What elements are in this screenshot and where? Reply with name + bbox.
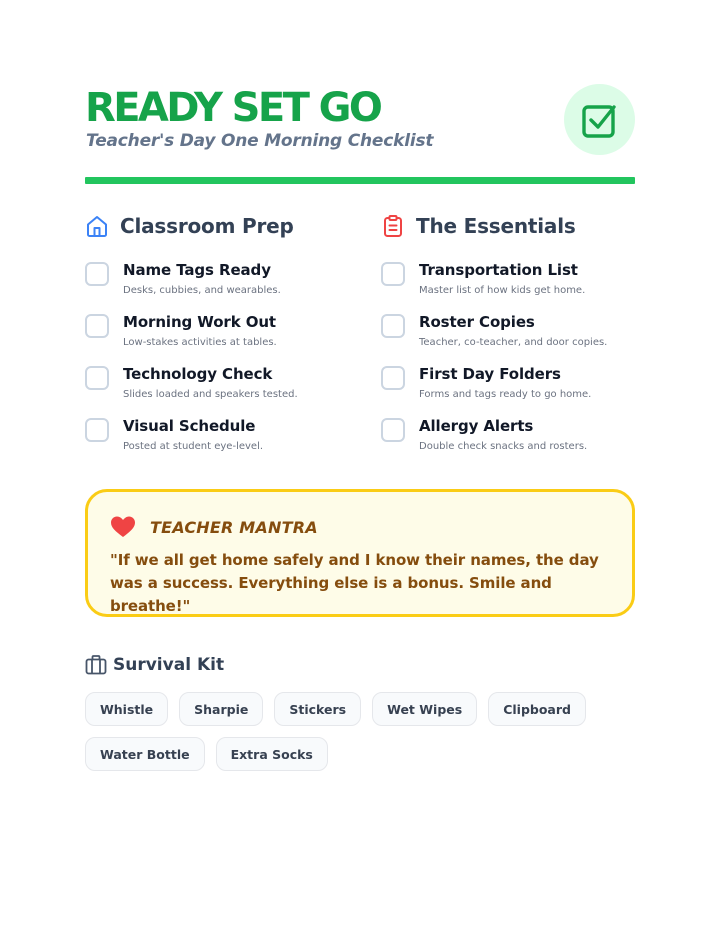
item-description: Slides loaded and speakers tested.	[123, 389, 298, 400]
checklist-item[interactable]	[85, 364, 345, 416]
checklist-item[interactable]	[381, 364, 641, 416]
item-title: Roster Copies	[419, 313, 535, 331]
item-description: Low-stakes activities at tables.	[123, 337, 277, 348]
checkbox[interactable]	[381, 262, 405, 286]
page-subtitle: Teacher's Day One Morning Checklist	[86, 131, 434, 151]
classroom-prep-list	[85, 260, 345, 468]
checkbox[interactable]	[381, 314, 405, 338]
checklist-item[interactable]	[85, 260, 345, 312]
kit-chip[interactable]: Clipboard	[488, 692, 586, 726]
item-description: Teacher, co-teacher, and door copies.	[419, 337, 608, 348]
item-description: Forms and tags ready to go home.	[419, 389, 592, 400]
item-description: Desks, cubbies, and wearables.	[123, 285, 281, 296]
classroom-prep-label: Classroom Prep	[120, 214, 294, 238]
item-title: Transportation List	[419, 261, 578, 279]
checkbox[interactable]	[85, 314, 109, 338]
classroom-prep-heading	[85, 210, 345, 242]
checkbox[interactable]	[85, 418, 109, 442]
kit-chip[interactable]: Stickers	[274, 692, 361, 726]
checkbox[interactable]	[85, 262, 109, 286]
essentials-heading	[381, 210, 641, 242]
survival-kit-heading	[85, 652, 635, 678]
item-title: Allergy Alerts	[419, 417, 534, 435]
checkbox[interactable]	[85, 366, 109, 390]
mantra-heading	[110, 514, 318, 540]
briefcase-icon	[85, 654, 107, 676]
teacher-mantra-callout	[85, 489, 635, 617]
checklist-item[interactable]	[85, 416, 345, 468]
item-title: Morning Work Out	[123, 313, 276, 331]
home-icon	[85, 214, 109, 238]
kit-chip[interactable]: Extra Socks	[216, 737, 328, 771]
item-title: Name Tags Ready	[123, 261, 271, 279]
item-description: Posted at student eye-level.	[123, 441, 264, 452]
mantra-quote: "If we all get home safely and I know their names, the day was a success. Everything else is a bonus. Smile and breathe!"	[110, 551, 599, 615]
survival-kit-title: Survival Kit	[113, 655, 225, 675]
item-description: Double check snacks and rosters.	[419, 441, 588, 452]
classroom-prep-section	[85, 210, 345, 452]
checkbox[interactable]	[381, 418, 405, 442]
checkbox[interactable]	[381, 366, 405, 390]
checklist-item[interactable]	[381, 416, 641, 468]
checklist-item[interactable]	[381, 312, 641, 364]
essentials-list	[381, 260, 641, 468]
checklist-item[interactable]	[381, 260, 641, 312]
survival-kit-chips	[85, 692, 635, 771]
page-title: READY SET GO	[85, 85, 381, 131]
essentials-section	[381, 210, 641, 452]
header	[85, 84, 635, 184]
item-title: Visual Schedule	[123, 417, 256, 435]
checklist-item[interactable]	[85, 312, 345, 364]
item-description: Master list of how kids get home.	[419, 285, 586, 296]
mantra-title: TEACHER MANTRA	[150, 517, 318, 537]
kit-chip[interactable]: Sharpie	[179, 692, 263, 726]
essentials-label: The Essentials	[416, 214, 576, 238]
kit-chip[interactable]: Wet Wipes	[372, 692, 477, 726]
kit-chip[interactable]: Whistle	[85, 692, 168, 726]
kit-chip[interactable]: Water Bottle	[85, 737, 205, 771]
header-divider	[85, 177, 635, 184]
item-title: Technology Check	[123, 365, 273, 383]
item-title: First Day Folders	[419, 365, 561, 383]
survival-kit-section	[85, 652, 635, 762]
checkbox-check-icon	[564, 84, 635, 155]
clipboard-icon	[381, 214, 405, 238]
heart-icon	[110, 515, 136, 539]
